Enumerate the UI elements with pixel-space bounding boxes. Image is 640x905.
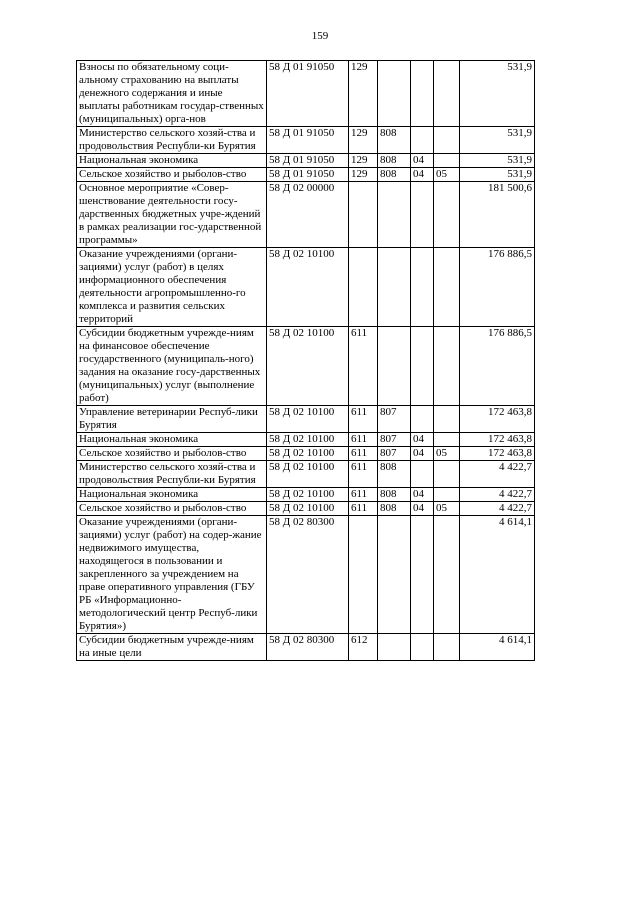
row-ministry-code-cell xyxy=(378,327,411,406)
row-section-cell: 04 xyxy=(411,168,434,182)
row-ministry-code-cell: 808 xyxy=(378,488,411,502)
row-expense-type-cell: 129 xyxy=(349,61,378,127)
row-amount-cell: 4 614,1 xyxy=(460,516,535,634)
row-section-cell xyxy=(411,461,434,488)
row-section-cell: 04 xyxy=(411,154,434,168)
row-expense-type-cell: 611 xyxy=(349,488,378,502)
row-subsection-cell xyxy=(434,61,460,127)
row-amount-cell: 531,9 xyxy=(460,168,535,182)
row-amount-cell: 172 463,8 xyxy=(460,406,535,433)
row-target-code-cell: 58 Д 02 10100 xyxy=(267,502,349,516)
row-ministry-code-cell: 807 xyxy=(378,447,411,461)
row-section-cell xyxy=(411,248,434,327)
row-target-code-cell: 58 Д 02 10100 xyxy=(267,406,349,433)
table-row xyxy=(77,154,535,168)
row-expense-type-cell: 611 xyxy=(349,433,378,447)
row-amount-cell: 4 422,7 xyxy=(460,488,535,502)
row-subsection-cell: 05 xyxy=(434,447,460,461)
row-target-code-cell: 58 Д 02 10100 xyxy=(267,447,349,461)
row-ministry-code-cell xyxy=(378,61,411,127)
row-name-cell: Оказание учреждениями (органи-зациями) услуг (работ) в целях информационного обеспечения деятельности агропромышленно-го комплекса и развития сельских территорий xyxy=(77,248,267,327)
row-name-cell: Сельское хозяйство и рыболов-ство xyxy=(77,447,267,461)
row-target-code-cell: 58 Д 02 10100 xyxy=(267,248,349,327)
row-amount-cell: 4 614,1 xyxy=(460,634,535,661)
row-section-cell xyxy=(411,127,434,154)
row-target-code-cell: 58 Д 01 91050 xyxy=(267,61,349,127)
row-subsection-cell xyxy=(434,634,460,661)
row-name-cell: Субсидии бюджетным учрежде-ниям на финансовое обеспечение государственного (муниципаль-ного) задания на оказание госу-дарственных (муниципальных) услуг (выполнение работ) xyxy=(77,327,267,406)
row-section-cell xyxy=(411,327,434,406)
row-section-cell: 04 xyxy=(411,488,434,502)
row-amount-cell: 531,9 xyxy=(460,61,535,127)
row-amount-cell: 172 463,8 xyxy=(460,447,535,461)
row-name-cell: Национальная экономика xyxy=(77,154,267,168)
row-target-code-cell: 58 Д 01 91050 xyxy=(267,127,349,154)
row-expense-type-cell: 611 xyxy=(349,502,378,516)
row-section-cell xyxy=(411,182,434,248)
row-subsection-cell xyxy=(434,327,460,406)
row-subsection-cell xyxy=(434,154,460,168)
row-amount-cell: 176 886,5 xyxy=(460,248,535,327)
row-expense-type-cell xyxy=(349,516,378,634)
row-subsection-cell xyxy=(434,182,460,248)
row-section-cell: 04 xyxy=(411,433,434,447)
row-target-code-cell: 58 Д 01 91050 xyxy=(267,154,349,168)
row-target-code-cell: 58 Д 02 80300 xyxy=(267,634,349,661)
row-subsection-cell xyxy=(434,461,460,488)
table-row xyxy=(77,406,535,433)
row-expense-type-cell xyxy=(349,182,378,248)
row-amount-cell: 181 500,6 xyxy=(460,182,535,248)
row-expense-type-cell: 611 xyxy=(349,406,378,433)
row-target-code-cell: 58 Д 02 10100 xyxy=(267,461,349,488)
budget-table-body xyxy=(77,61,535,661)
row-section-cell: 04 xyxy=(411,502,434,516)
table-row xyxy=(77,182,535,248)
row-name-cell: Национальная экономика xyxy=(77,433,267,447)
table-row xyxy=(77,127,535,154)
row-target-code-cell: 58 Д 02 10100 xyxy=(267,488,349,502)
row-name-cell: Управление ветеринарии Респуб-лики Бурятия xyxy=(77,406,267,433)
row-section-cell xyxy=(411,634,434,661)
row-ministry-code-cell xyxy=(378,516,411,634)
row-expense-type-cell: 129 xyxy=(349,127,378,154)
table-row xyxy=(77,433,535,447)
budget-table xyxy=(76,60,535,661)
table-row xyxy=(77,327,535,406)
table-row xyxy=(77,168,535,182)
table-row xyxy=(77,461,535,488)
row-target-code-cell: 58 Д 02 10100 xyxy=(267,433,349,447)
row-name-cell: Субсидии бюджетным учрежде-ниям на иные цели xyxy=(77,634,267,661)
table-row xyxy=(77,516,535,634)
row-expense-type-cell xyxy=(349,248,378,327)
table-row xyxy=(77,248,535,327)
row-ministry-code-cell: 808 xyxy=(378,127,411,154)
row-ministry-code-cell xyxy=(378,248,411,327)
row-name-cell: Министерство сельского хозяй-ства и продовольствия Республи-ки Бурятия xyxy=(77,461,267,488)
row-expense-type-cell: 611 xyxy=(349,461,378,488)
row-ministry-code-cell: 808 xyxy=(378,154,411,168)
row-amount-cell: 531,9 xyxy=(460,154,535,168)
table-row xyxy=(77,61,535,127)
row-ministry-code-cell: 808 xyxy=(378,502,411,516)
row-expense-type-cell: 612 xyxy=(349,634,378,661)
row-name-cell: Национальная экономика xyxy=(77,488,267,502)
row-expense-type-cell: 611 xyxy=(349,327,378,406)
row-section-cell xyxy=(411,406,434,433)
row-name-cell: Оказание учреждениями (органи-зациями) услуг (работ) на содер-жание недвижимого имущества, находящегося в пользовании и закрепленного за учреждением на праве оперативного управления (ГБУ РБ «Информационно-методологический центр Респуб-лики Бурятия») xyxy=(77,516,267,634)
row-name-cell: Министерство сельского хозяй-ства и продовольствия Республи-ки Бурятия xyxy=(77,127,267,154)
table-row xyxy=(77,634,535,661)
row-amount-cell: 172 463,8 xyxy=(460,433,535,447)
row-subsection-cell xyxy=(434,516,460,634)
row-section-cell xyxy=(411,61,434,127)
table-row xyxy=(77,447,535,461)
row-name-cell: Сельское хозяйство и рыболов-ство xyxy=(77,168,267,182)
row-ministry-code-cell: 808 xyxy=(378,461,411,488)
row-ministry-code-cell: 808 xyxy=(378,168,411,182)
row-ministry-code-cell xyxy=(378,182,411,248)
row-target-code-cell: 58 Д 01 91050 xyxy=(267,168,349,182)
row-subsection-cell xyxy=(434,127,460,154)
row-expense-type-cell: 129 xyxy=(349,154,378,168)
row-subsection-cell xyxy=(434,406,460,433)
row-target-code-cell: 58 Д 02 80300 xyxy=(267,516,349,634)
row-target-code-cell: 58 Д 02 00000 xyxy=(267,182,349,248)
row-target-code-cell: 58 Д 02 10100 xyxy=(267,327,349,406)
row-subsection-cell xyxy=(434,248,460,327)
table-row xyxy=(77,488,535,502)
row-name-cell: Основное мероприятие «Совер-шенствование деятельности госу-дарственных бюджетных учре-ждений в рамках реализации гос-ударственной программы» xyxy=(77,182,267,248)
row-amount-cell: 4 422,7 xyxy=(460,461,535,488)
row-name-cell: Взносы по обязательному соци-альному страхованию на выплаты денежного содержания и иные выплаты работникам государ-ственных (муниципальных) орга-нов xyxy=(77,61,267,127)
table-row xyxy=(77,502,535,516)
row-ministry-code-cell: 807 xyxy=(378,433,411,447)
row-subsection-cell: 05 xyxy=(434,502,460,516)
row-section-cell xyxy=(411,516,434,634)
row-expense-type-cell: 129 xyxy=(349,168,378,182)
row-subsection-cell: 05 xyxy=(434,168,460,182)
row-name-cell: Сельское хозяйство и рыболов-ство xyxy=(77,502,267,516)
row-amount-cell: 176 886,5 xyxy=(460,327,535,406)
page-number: 159 xyxy=(311,30,329,42)
row-subsection-cell xyxy=(434,488,460,502)
row-ministry-code-cell xyxy=(378,634,411,661)
row-section-cell: 04 xyxy=(411,447,434,461)
row-amount-cell: 4 422,7 xyxy=(460,502,535,516)
row-ministry-code-cell: 807 xyxy=(378,406,411,433)
row-expense-type-cell: 611 xyxy=(349,447,378,461)
row-amount-cell: 531,9 xyxy=(460,127,535,154)
row-subsection-cell xyxy=(434,433,460,447)
